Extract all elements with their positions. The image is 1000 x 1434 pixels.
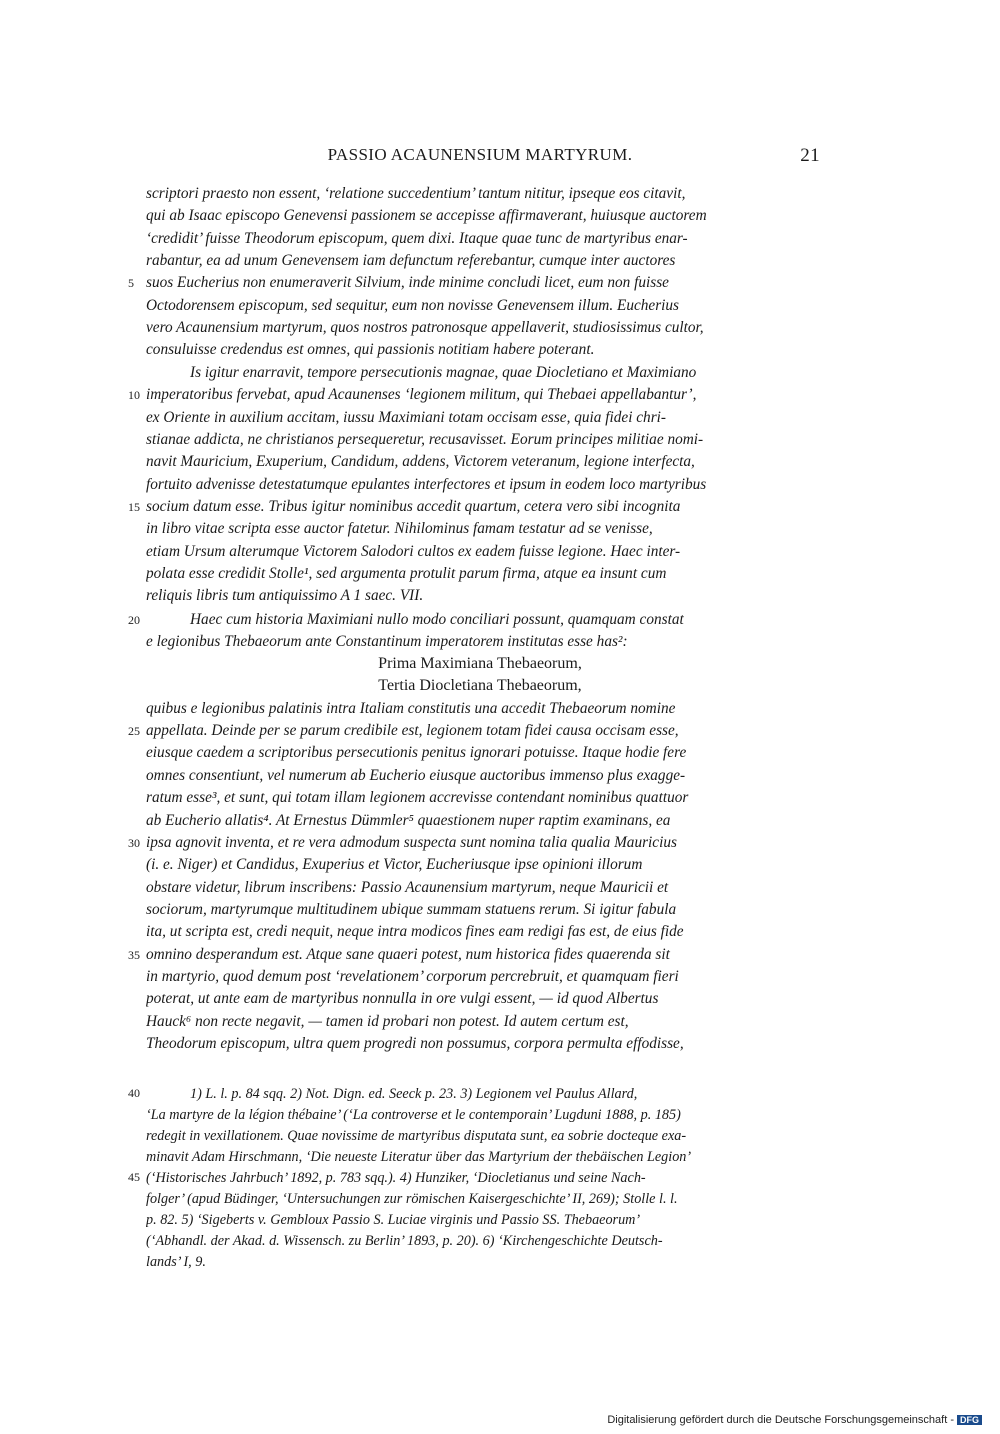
footnote-line: p. 82. 5) ‘Sigeberts v. Gembloux Passio S. Luciae virginis und Passio SS. Thebaeorum’ xyxy=(146,1212,641,1228)
text-line: suos Eucherius non enumeraverit Silvium, inde minime concludi licet, eum non fuisse xyxy=(146,274,669,291)
text-line: ratum esse³, et sunt, qui totam illam legionem accrevisse contendant nominibus quattuor xyxy=(146,789,689,806)
running-title: PASSIO ACAUNENSIUM MARTYRUM. xyxy=(327,145,633,164)
footnote-line: minavit Adam Hirschmann, ‘Die neueste Literatur über das Martyrium der thebäischen Legion’ xyxy=(146,1149,692,1165)
text-line: ex Oriente in auxilium accitam, iussu Maximiani totam occisam esse, quia fidei chri- xyxy=(146,409,666,426)
text-line: vero Acaunensium martyrum, quos nostros patronosque appellaverit, studiosissimus cultor, xyxy=(146,319,704,336)
footnote-line: (‘Abhandl. der Akad. d. Wissensch. zu Berlin’ 1893, p. 20). 6) ‘Kirchengeschichte Deutsch- xyxy=(146,1233,663,1249)
text-line: Is igitur enarravit, tempore persecutionis magnae, quae Diocletiano et Maximiano xyxy=(190,364,697,381)
text-line: reliquis libris tum antiquissimo A 1 saec. VII. xyxy=(146,587,424,604)
text-line: socium datum esse. Tribus igitur nominibus accedit quartum, cetera vero sibi incognita xyxy=(146,498,681,515)
text-line: ipsa agnovit inventa, et re vera admodum suspecta sunt nomina talia qualia Mauricius xyxy=(146,834,677,851)
text-line: omnes consentiunt, vel numerum ab Eucherio eiusque auctoribus immenso plus exagge- xyxy=(146,767,686,784)
footnote-line: (‘Historisches Jahrbuch’ 1892, p. 783 sqq.). 4) Hunziker, ‘Diocletianus und seine Nach- xyxy=(146,1170,646,1186)
footnote-line: lands’ I, 9. xyxy=(146,1254,206,1270)
text-line: scriptori praesto non essent, ‘relatione succedentium’ tantum nititur, ipseque eos citavit, xyxy=(146,185,686,202)
text-line: sociorum, martyrumque multitudinem ubique summam statuens rerum. Si igitur fabula xyxy=(146,901,677,918)
legion-name: Prima Maximiana Thebaeorum, xyxy=(378,655,582,672)
text-line: consuluisse credendus est omnes, qui passionis notitiam habere poterant. xyxy=(146,341,595,358)
legion-name: Tertia Diocletiana Thebaeorum, xyxy=(378,677,582,694)
page-number: 21 xyxy=(800,145,820,166)
line-number: 45 xyxy=(128,1170,140,1184)
text-line: etiam Ursum alterumque Victorem Salodori cultos ex eadem fuisse legione. Haec inter- xyxy=(146,543,681,560)
footnote-line: 1) L. l. p. 84 sqq. 2) Not. Dign. ed. Seeck p. 23. 3) Legionem vel Paulus Allard, xyxy=(190,1086,638,1102)
page-header xyxy=(140,145,820,169)
text-line: qui ab Isaac episcopo Genevensi passionem se accepisse affirmaverant, huiusque auctorem xyxy=(146,207,707,224)
text-line: omnino desperandum est. Atque sane quaeri potest, num historica fides quaerenda sit xyxy=(146,946,670,963)
text-line: in martyrio, quod demum post ‘revelationem’ corporum percrebruit, et quamquam fieri xyxy=(146,968,679,985)
text-line: fortuito advenisse detestatumque epulantes interfectores et ipsum in eodem loco martyribus xyxy=(146,476,707,493)
text-line: e legionibus Thebaeorum ante Constantinum imperatorem institutas esse has²: xyxy=(146,633,628,650)
text-line: imperatoribus fervebat, apud Acaunenses ‘legionem militum, qui Thebaei appellabantur’, xyxy=(146,386,697,403)
text-line: ab Eucherio allatis⁴. At Ernestus Dümmler⁵ quaestionem nuper raptim examinans, ea xyxy=(146,812,671,829)
text-line: appellata. Deinde per se parum credibile est, legionem totam fidei causa occisam esse, xyxy=(146,722,679,739)
footnote-line: folger’ (apud Büdinger, ‘Untersuchungen zur römischen Kaisergeschichte’ II, 269); Stolle l. l. xyxy=(146,1191,678,1207)
dfg-logo: DFG xyxy=(957,1415,982,1425)
text-line: obstare videtur, librum inscribens: Passio Acaunensium martyrum, neque Mauricii et xyxy=(146,879,669,896)
digitization-credit xyxy=(607,1414,982,1426)
text-line: quibus e legionibus palatinis intra Italiam constitutis una accedit Thebaeorum nomine xyxy=(146,700,676,717)
text-line: Haec cum historia Maximiani nullo modo conciliari possunt, quamquam constat xyxy=(190,611,684,628)
text-line: navit Mauricium, Exuperium, Candidum, addens, Victorem veteranum, legione interfecta, xyxy=(146,453,695,470)
text-line: ‘credidit’ fuisse Theodorum episcopum, quem dixi. Itaque quae tunc de martyribus enar- xyxy=(146,230,688,247)
footnote-line: ‘La martyre de la légion thébaine’ (‘La controverse et le contemporain’ Lugduni 1888, p. 185) xyxy=(146,1107,681,1123)
text-line: rabantur, ea ad unum Genevensem iam defunctum referebantur, cumque inter auctores xyxy=(146,252,676,269)
text-line: stianae addicta, ne christianos persequeretur, recusavisset. Eorum principes militiae nomi- xyxy=(146,431,704,448)
credit-text: Digitalisierung gefördert durch die Deutsche Forschungsgemeinschaft - xyxy=(607,1414,954,1426)
text-line: Theodorum episcopum, ultra quem progredi non possumus, corpora permulta effodisse, xyxy=(146,1035,684,1052)
text-line: eiusque caedem a scriptoribus persecutionis penitus ignorari potuisse. Itaque hodie fere xyxy=(146,744,687,761)
text-line: Hauck⁶ non recte negavit, — tamen id probari non potest. Id autem certum est, xyxy=(146,1013,629,1030)
footnote-line: redegit in vexillationem. Quae novissime de martyribus disputata sunt, ea sobrie docteque exa- xyxy=(146,1128,687,1144)
line-number: 25 xyxy=(128,724,140,738)
text-line: poterat, ut ante eam de martyribus nonnulla in ore vulgi essent, — id quod Albertus xyxy=(146,990,659,1007)
line-number: 5 xyxy=(128,276,134,290)
text-line: ita, ut scripta est, credi nequit, neque intra modicos fines eam redigi fas est, de eius fide xyxy=(146,923,684,940)
text-line: Octodorensem episcopum, sed sequitur, eum non novisse Genevensem illum. Eucherius xyxy=(146,297,680,314)
text-line: polata esse credidit Stolle¹, sed argumenta protulit parum firma, atque ea insunt cum xyxy=(146,565,667,582)
text-line: (i. e. Niger) et Candidus, Exuperius et Victor, Eucheriusque ipse opinioni illorum xyxy=(146,856,643,873)
line-number: 15 xyxy=(128,500,140,514)
line-number: 20 xyxy=(128,613,140,627)
line-number: 35 xyxy=(128,948,140,962)
line-number: 40 xyxy=(128,1086,140,1100)
line-number: 30 xyxy=(128,836,140,850)
text-line: in libro vitae scripta esse auctor fatetur. Nihilominus famam testatur ad se venisse, xyxy=(146,520,653,537)
line-number: 10 xyxy=(128,388,140,402)
